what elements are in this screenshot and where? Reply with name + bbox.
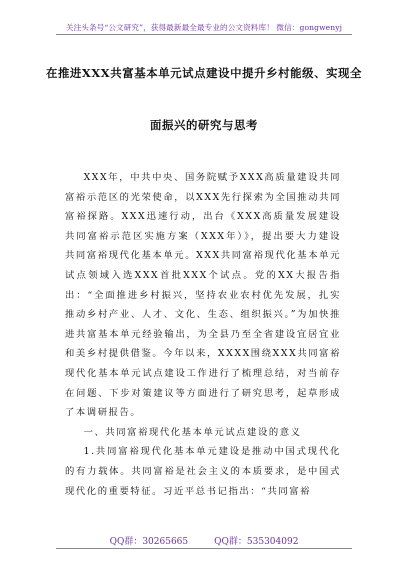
footer-divider <box>56 548 352 549</box>
header-divider <box>56 34 352 35</box>
section-heading-1: 一、共同富裕现代化基本单元试点建设的意义 <box>83 426 302 438</box>
footer-qq-group-1: QQ群：30265665 <box>109 537 189 547</box>
document-title-line1: 在推进XXX共富基本单元试点建设中提升乡村能级、实现全 <box>45 66 363 80</box>
footer-qq-group-2: QQ群：535304092 <box>214 537 299 547</box>
body-paragraph-intro: XXX年，中共中央、国务院赋予XXX高质量建设共同富裕示范区的光荣使命，以XXX先行探索为全国推动共同富裕探路。XXX迅速行动，出台《XXX高质量发展建设共同富裕示范区实施方案（XXX年）》，提出要大力建设共同富裕现代化基本单元。XXX共同富裕现代化基本单元试点领域入选XXX首批XXX个试点。党的XX大报告指出：“全面推进乡村振兴，坚持农业农村优先发展，扎实推动乡村产业、人才、文化、生态、组织振兴。”为加快推进共富基本单元经验输出，为全县乃至全省建设宜居宜业和美乡村提供借鉴。今年以来，XXXX围绕XXX共同富裕现代化基本单元试点建设工作进行了梳理总结，对当前存在问题、下步对策建议等方面进行了研究思考，起草形成了本调研报告。 <box>65 172 341 419</box>
body-paragraph-1: 1.共同富裕现代化基本单元建设是推动中国式现代化的有力载体。共同富裕是社会主义的本质要求，是中国式现代化的重要特征。习近平总书记指出：“共同富裕 <box>65 446 341 497</box>
document-body <box>65 168 341 501</box>
header-banner: 关注头条号“公文研究”，获得最新最全最专业的公文资料库！ 微信：gongwenyj <box>65 23 343 32</box>
footer-contacts <box>0 534 408 547</box>
document-title-line2: 面振兴的研究与思考 <box>150 118 258 132</box>
